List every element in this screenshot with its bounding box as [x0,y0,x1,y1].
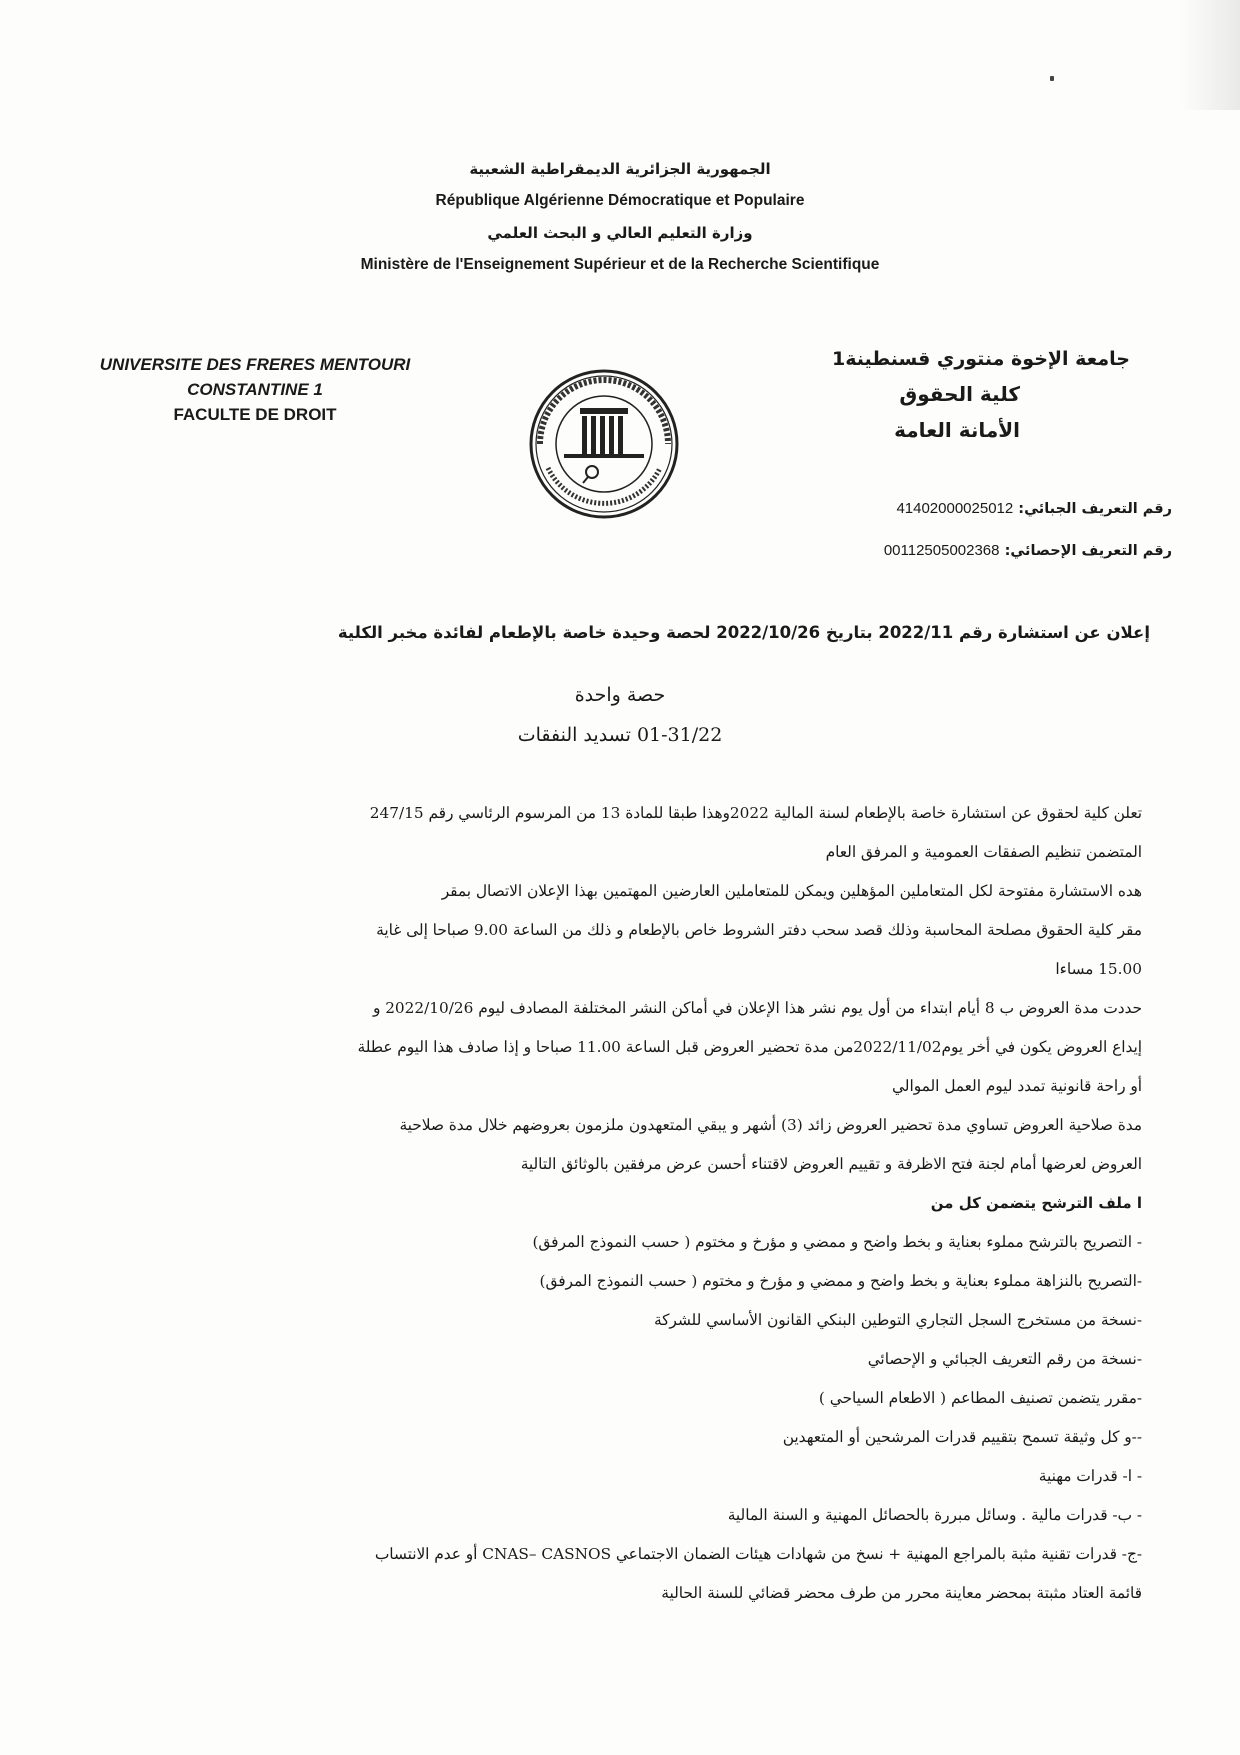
list-item: -مقرر يتضمن تصنيف المطاعم ( الاطعام السياحي ) [818,1389,1142,1407]
stat-id-row [752,530,1172,572]
body-line: 15.00 مساءا [1055,960,1142,978]
secretariat-ar: الأمانة العامة [894,418,1020,442]
announcement-title: إعلان عن استشارة رقم 2022/11 بتاريخ 2022/10/26 لحصة وحيدة خاصة بالإطعام لفائدة مخبر الكلية [337,623,1150,642]
list-item: -نسخة من مستخرج السجل التجاري التوطين البنكي القانون الأساسي للشركة [653,1311,1142,1329]
list-item: - ب- قدرات مالية . وسائل مبررة بالحصائل المهنية و السنة المالية [727,1506,1142,1524]
university-seal-icon [528,368,680,520]
list-item: --و كل وثيقة تسمح بتقييم قدرات المرشحين أو المتعهدين [782,1428,1142,1446]
tax-id-row [752,488,1172,530]
letterhead [0,152,1240,280]
ministry-arabic: وزارة التعليم العالي و البحث العلمي [487,224,753,242]
identifiers [752,488,1172,572]
university-name-fr: UNIVERSITE DES FRERES MENTOURI [99,355,411,374]
scan-edge-shadow [1180,0,1240,110]
lot-subtitle: 01-31/22 تسديد النفقات [517,724,723,746]
section-heading: ا ملف الترشح يتضمن كل من [930,1194,1142,1212]
body-line: إيداع العروض يكون في أخر يوم2022/11/02من مدة تحضير العروض قبل الساعة 11.00 صباحا و إذا صادف هذا اليوم عطلة [357,1038,1142,1056]
list-item: -التصريح بالنزاهة مملوء بعناية و بخط واضح و ممضي و مؤرخ و مختوم ( حسب النموذج المرفق) [539,1272,1142,1290]
university-name-ar: جامعة الإخوة منتوري قسنطينة1 [831,348,1130,370]
stat-id-value: 00112505002368 [883,542,1000,559]
faculty-name-ar: كلية الحقوق [899,382,1020,406]
list-item: قائمة العتاد مثبتة بمحضر معاينة محرر من طرف محضر قضائي للسنة الحالية [661,1584,1142,1602]
institution-arabic [800,342,1130,448]
body-line: تعلن كلية لحقوق عن استشارة خاصة بالإطعام لسنة المالية 2022وهذا طبقا للمادة 13 من المرسوم الرئاسي رقم 247/15 [369,804,1142,822]
list-item: - ا- قدرات مهنية [1038,1467,1142,1485]
list-item: -نسخة من رقم التعريف الجبائي و الإحصائي [867,1350,1142,1368]
republic-french: République Algérienne Démocratique et Populaire [435,192,805,209]
body-line: حددت مدة العروض ب 8 أيام ابتداء من أول يوم نشر هذا الإعلان في أماكن النشر المختلفة المصادف ليوم 2022/10/26 و [372,999,1142,1017]
tax-id-value: 41402000025012 [896,500,1014,517]
scan-speck [1050,76,1054,81]
list-item: -ج- قدرات تقنية مثبة بالمراجع المهنية + نسخ من شهادات هيئات الضمان الاجتماعي CNAS– CASNOS أو عدم الانتساب [374,1545,1142,1563]
list-item: - التصريح بالترشح مملوء بعناية و بخط واضح و ممضي و مؤرخ و مختوم ( حسب النموذج المرفق) [532,1233,1142,1251]
body-line: المتضمن تنظيم الصفقات العمومية و المرفق العام [825,843,1142,861]
faculty-name-fr: FACULTE DE DROIT [173,405,337,424]
body-line: العروض لعرضها أمام لجنة فتح الاظرفة و تقييم العروض لاقتناء أحسن عرض مرفقين بالوثائق التالية [520,1155,1142,1173]
university-city-fr: CONSTANTINE 1 [187,380,323,399]
republic-arabic: الجمهورية الجزائرية الديمقراطية الشعبية [469,160,771,178]
body-line: أو راحة قانونية تمدد ليوم العمل الموالي [892,1077,1142,1095]
announcement-body [92,794,1142,1613]
lot-title: حصة واحدة [574,684,666,706]
ministry-french: Ministère de l'Enseignement Supérieur et de la Recherche Scientifique [360,256,880,273]
body-line: هده الاستشارة مفتوحة لكل المتعاملين المؤهلين ويمكن للمتعاملين العارضين المهتمين بهذا الإعلان الاتصال بمقر [441,882,1142,900]
body-line: مدة صلاحية العروض تساوي مدة تحضير العروض زائد (3) أشهر و يبقي المتعهدون ملزمون بعروضهم خلال مدة صلاحية [399,1116,1142,1134]
tax-id-label: رقم التعريف الجبائي: [1018,501,1172,517]
institution-french [95,352,415,427]
body-line: مقر كلية الحقوق مصلحة المحاسبة وذلك قصد سحب دفتر الشروط خاص بالإطعام و ذلك من الساعة 9.00 صباحا إلى غاية [376,921,1142,939]
stat-id-label: رقم التعريف الإحصائي: [1004,543,1172,559]
